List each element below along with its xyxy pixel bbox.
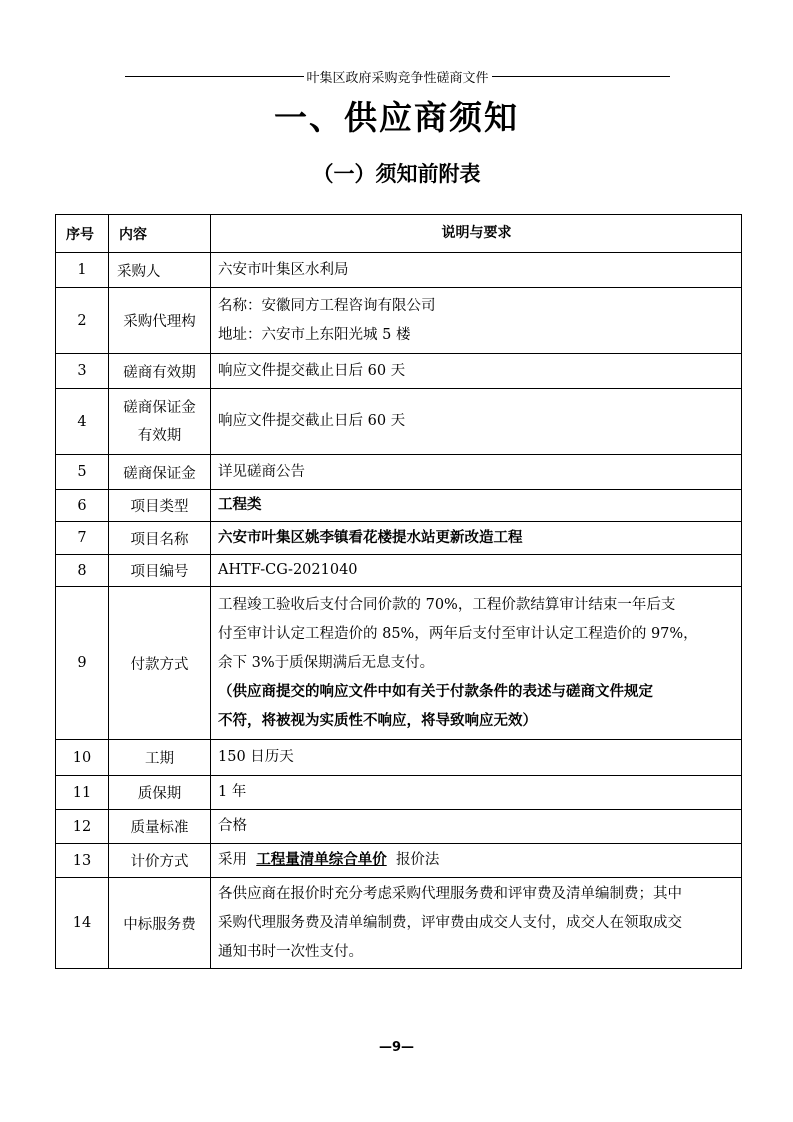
table-row	[56, 253, 742, 288]
row-item: 采购人	[109, 253, 211, 288]
row-item: 付款方式	[109, 587, 211, 740]
table-row	[56, 555, 742, 587]
payment-line: 余下 3%于质保期满后无息支付。	[218, 654, 435, 671]
row-item-line: 磋商保证金	[123, 399, 196, 416]
header-rule-right	[492, 76, 671, 77]
service-fee-line: 各供应商在报价时充分考虑采购代理服务费和评审费及清单编制费；其中	[218, 885, 682, 902]
payment-line: 工程竣工验收后支付合同价款的 70%，工程价款结算审计结束一年后支	[218, 596, 676, 613]
table-row	[56, 587, 742, 740]
row-desc: 响应文件提交截止日后 60 天	[211, 354, 742, 389]
table-header-row	[56, 215, 742, 253]
pricing-prefix: 采用	[218, 852, 247, 868]
section-subtitle: （一）须知前附表	[312, 162, 481, 186]
header-cell-content: 内容	[109, 215, 211, 253]
header-text: 叶集区政府采购竞争性磋商文件	[306, 70, 489, 86]
row-item: 质保期	[109, 776, 211, 810]
header-rule-left	[125, 76, 304, 77]
row-desc: 六安市叶集区姚李镇看花楼提水站更新改造工程	[211, 522, 742, 555]
document-header	[125, 68, 670, 84]
row-number: 1	[56, 253, 109, 288]
row-number: 12	[56, 810, 109, 844]
payment-line: 付至审计认定工程造价的 85%，两年后支付至审计认定工程造价的 97%，	[218, 625, 698, 642]
table-row	[56, 490, 742, 522]
service-fee-line: 采购代理服务费及清单编制费，评审费由成交人支付，成交人在领取成交	[218, 914, 682, 931]
row-item: 项目编号	[109, 555, 211, 587]
row-number: 13	[56, 844, 109, 878]
pricing-suffix: 报价法	[395, 852, 440, 868]
agent-address-line: 地址：六安市上东阳光城 5 楼	[218, 326, 411, 343]
table-row	[56, 455, 742, 490]
row-desc: 工程类	[211, 490, 742, 522]
row-number: 2	[56, 288, 109, 354]
pricing-method: 工程量清单综合单价	[256, 852, 387, 868]
row-desc: 150 日历天	[211, 740, 742, 776]
row-item: 项目类型	[109, 490, 211, 522]
row-number: 5	[56, 455, 109, 490]
row-item: 质量标准	[109, 810, 211, 844]
row-desc: 1 年	[211, 776, 742, 810]
table-row	[56, 389, 742, 455]
row-item: 项目名称	[109, 522, 211, 555]
row-number: 3	[56, 354, 109, 389]
row-item-line: 有效期	[137, 427, 182, 444]
table-row	[56, 878, 742, 969]
row-desc: AHTF-CG-2021040	[211, 555, 742, 587]
row-number: 8	[56, 555, 109, 587]
row-number: 10	[56, 740, 109, 776]
table-row	[56, 844, 742, 878]
page-title: 一、供应商须知	[274, 98, 519, 137]
row-number: 9	[56, 587, 109, 740]
row-item: 磋商有效期	[109, 354, 211, 389]
row-desc	[211, 844, 742, 878]
row-number: 7	[56, 522, 109, 555]
row-desc: 详见磋商公告	[211, 455, 742, 490]
table-row	[56, 740, 742, 776]
row-desc	[211, 587, 742, 740]
page-number: —9—	[378, 1040, 415, 1055]
row-number: 6	[56, 490, 109, 522]
table-row	[56, 776, 742, 810]
row-number: 4	[56, 389, 109, 455]
service-fee-line: 通知书时一次性支付。	[218, 943, 363, 960]
row-desc: 合格	[211, 810, 742, 844]
table-row	[56, 522, 742, 555]
row-item: 中标服务费	[109, 878, 211, 969]
agent-name-line: 名称：安徽同方工程咨询有限公司	[218, 297, 436, 314]
table-row	[56, 288, 742, 354]
row-desc: 六安市叶集区水利局	[211, 253, 742, 288]
notice-table	[55, 214, 742, 969]
row-desc	[211, 288, 742, 354]
row-item	[109, 389, 211, 455]
table-row	[56, 354, 742, 389]
payment-note-line: 不符，将被视为实质性不响应，将导致响应无效）	[218, 712, 537, 729]
row-item: 计价方式	[109, 844, 211, 878]
row-item: 磋商保证金	[109, 455, 211, 490]
header-cell-no: 序号	[56, 215, 109, 253]
row-number: 14	[56, 878, 109, 969]
row-desc: 响应文件提交截止日后 60 天	[211, 389, 742, 455]
row-item: 工期	[109, 740, 211, 776]
table-row	[56, 810, 742, 844]
row-desc	[211, 878, 742, 969]
row-number: 11	[56, 776, 109, 810]
row-item: 采购代理构	[109, 288, 211, 354]
payment-note-line: （供应商提交的响应文件中如有关于付款条件的表述与磋商文件规定	[218, 683, 653, 700]
header-cell-desc: 说明与要求	[211, 215, 742, 253]
